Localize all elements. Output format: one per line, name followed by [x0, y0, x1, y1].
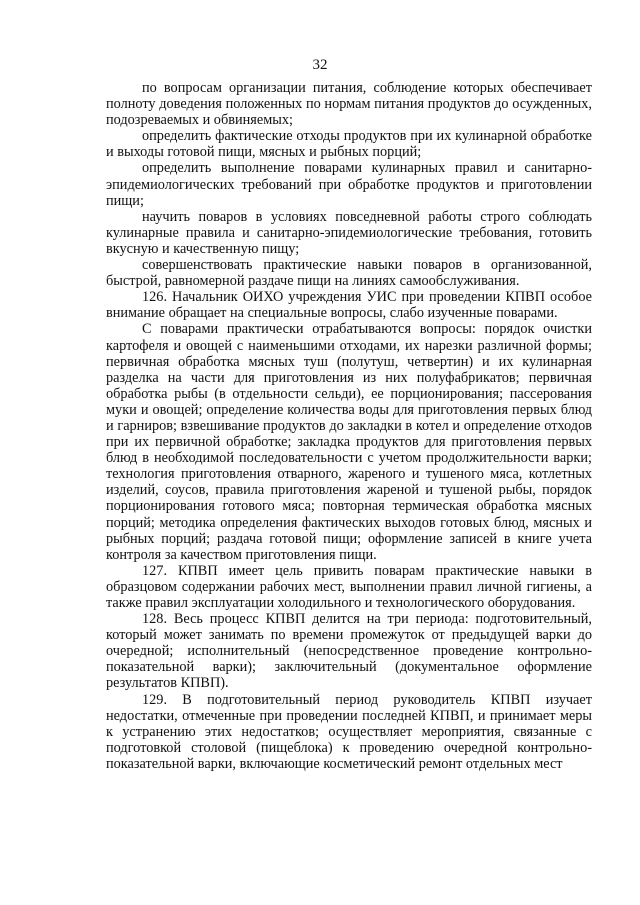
- paragraph-list-item-teach: научить поваров в условиях повседневной работы строго соблюдать кулинарные правила и санитарно-эпидемиологические требования, готовить вкусную и качественную пищу;: [106, 208, 592, 257]
- paragraph-list-item-waste: определить фактические отходы продуктов при их кулинарной обработке и выходы готовой пищи, мясных и рыбных порций;: [106, 128, 592, 161]
- paragraph-list-item-organization: по вопросам организации питания, соблюдение которых обеспечивает полноту доведения положенных по нормам питания продуктов до осужденных, подозреваемых и обвиняемых;: [106, 80, 592, 129]
- paragraph-clause-128: 128. Весь процесс КПВП делится на три периода: подготовительный, который может занимать по времени промежуток от предыдущей варки до очередной; исполнительный (непосредственное проведение контрольно-показательной варки); заключительный (документальное оформление результатов КПВП).: [106, 611, 592, 692]
- page-number: 32: [312, 57, 328, 73]
- paragraph-practice-questions: С поварами практически отрабатываются вопросы: порядок очистки картофеля и овощей с наименьшими отходами, их нарезки различной формы; первичная обработка мясных туш (полутуш, четвертин) и их кулинарная разделка на части для приготовления из них полуфабрикатов; первичная обработка рыбы (в отдельности сельди), ее порционирования; пассерования муки и овощей; определение количества воды для приготовления первых блюд и гарниров; взвешивание продуктов до закладки в котел и определение отходов при их первичной обработке; закладка продуктов для приготовления первых блюд в необходимой последовательности с учетом продолжительности варки; технология приготовления отварного, жареного и тушеного мяса, котлетных изделий, соусов, правила приготовления жареной и тушеной рыбы, порядок порционирования готового мяса; повторная термическая обработка мясных порций; методика определения фактических выходов готовых блюд, мясных и рыбных порций; раздача готовой пищи; оформление записей в книге учета контроля за качеством приготовления пищи.: [106, 321, 592, 563]
- paragraph-clause-129: 129. В подготовительный период руководитель КПВП изучает недостатки, отмеченные при проведении последней КПВП, и принимает меры к устранению этих недостатков; осуществляет мероприятия, связанные с подготовкой столовой (пищеблока) к проведению очередной контрольно-показательной варки, включающие косметический ремонт отдельных мест: [106, 691, 592, 772]
- paragraph-clause-126: 126. Начальник ОИХО учреждения УИС при проведении КПВП особое внимание обращает на специальные вопросы, слабо изученные поварами.: [106, 289, 592, 322]
- paragraph-clause-127: 127. КПВП имеет цель привить поварам практические навыки в образцовом содержании рабочих мест, выполнении правил личной гигиены, а также правил эксплуатации холодильного и технологического оборудования.: [106, 562, 592, 611]
- document-body: [106, 80, 592, 772]
- paragraph-list-item-sanitary: определить выполнение поварами кулинарных правил и санитарно-эпидемиологических требований при обработке продуктов и приготовлении пищи;: [106, 160, 592, 209]
- paragraph-list-item-improve: совершенствовать практические навыки поваров в организованной, быстрой, равномерной раздаче пищи на линиях самообслуживания.: [106, 257, 592, 290]
